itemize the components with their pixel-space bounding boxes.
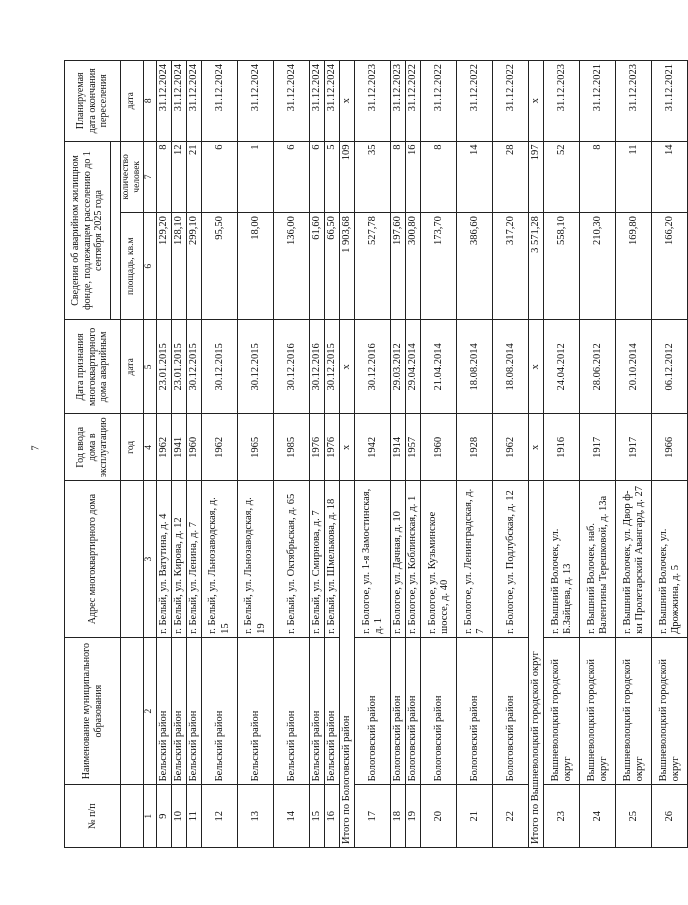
people-cell: 8 bbox=[580, 141, 616, 213]
table-row bbox=[274, 61, 310, 848]
header-fund-info: Сведения об аварийном жилищном фонде, подлежащем расселению до 1 сентября 2025 года bbox=[65, 141, 111, 320]
area-cell: 386,60 bbox=[457, 213, 493, 320]
subheader-people: количество человек bbox=[121, 141, 144, 213]
table-row bbox=[544, 61, 580, 848]
subheader-area: площадь, кв.м bbox=[121, 213, 144, 320]
row-number: 16 bbox=[325, 785, 340, 848]
planned-date-cell: 31.12.2023 bbox=[616, 61, 652, 142]
people-cell: 16 bbox=[406, 141, 421, 213]
date-cell: 30.12.2016 bbox=[355, 320, 391, 414]
area-cell: 300,80 bbox=[406, 213, 421, 320]
area-cell: 18,00 bbox=[238, 213, 274, 320]
people-cell: 35 bbox=[355, 141, 391, 213]
municipality-cell: Бологовский район bbox=[493, 637, 529, 785]
year-cell: 1976 bbox=[310, 414, 325, 481]
table-row bbox=[202, 61, 238, 848]
people-cell: 14 bbox=[457, 141, 493, 213]
address-cell: г. Бологое, ул. Коблинская, д. 1 bbox=[406, 481, 421, 638]
col-number: 5 bbox=[143, 320, 156, 414]
row-number: 22 bbox=[493, 785, 529, 848]
planned-date-cell: 31.12.2021 bbox=[580, 61, 616, 142]
date-cell: 23.01.2015 bbox=[171, 320, 186, 414]
address-cell: г. Бологое, ул. Ленинградская, д. 7 bbox=[457, 481, 493, 638]
planned-date-cell: 31.12.2023 bbox=[391, 61, 406, 142]
area-cell: 128,10 bbox=[171, 213, 186, 320]
address-cell: г. Белый, ул. Ватутина, д. 4 bbox=[156, 481, 171, 638]
col-number: 3 bbox=[143, 481, 156, 638]
rotated-table-container bbox=[64, 60, 681, 848]
emergency-housing-table bbox=[64, 60, 688, 848]
table-row bbox=[616, 61, 652, 848]
total-planned: х bbox=[340, 61, 355, 142]
date-cell: 30.12.2016 bbox=[274, 320, 310, 414]
year-cell: 1957 bbox=[406, 414, 421, 481]
row-number: 12 bbox=[202, 785, 238, 848]
municipality-cell: Вышневолоцкий городской округ bbox=[580, 637, 616, 785]
total-people: 197 bbox=[529, 141, 544, 213]
people-cell: 8 bbox=[391, 141, 406, 213]
year-cell: 1962 bbox=[493, 414, 529, 481]
planned-date-cell: 31.12.2024 bbox=[238, 61, 274, 142]
planned-date-cell: 31.12.2024 bbox=[186, 61, 201, 142]
date-cell: 30.12.2015 bbox=[202, 320, 238, 414]
col-number: 4 bbox=[143, 414, 156, 481]
address-cell: г. Белый, ул. Шмелькова, д. 18 bbox=[325, 481, 340, 638]
table-row bbox=[391, 61, 406, 848]
row-number: 17 bbox=[355, 785, 391, 848]
address-cell: г. Бологое, ул. Дачная, д. 10 bbox=[391, 481, 406, 638]
table-header bbox=[65, 61, 157, 848]
col-number: 2 bbox=[143, 637, 156, 785]
planned-date-cell: 31.12.2022 bbox=[406, 61, 421, 142]
row-number: 19 bbox=[406, 785, 421, 848]
header-municipality: Наименование муниципального образования bbox=[65, 637, 121, 785]
table-row bbox=[325, 61, 340, 848]
municipality-cell: Бологовский район bbox=[391, 637, 406, 785]
planned-date-cell: 31.12.2024 bbox=[202, 61, 238, 142]
unit-date-planned: дата bbox=[121, 61, 144, 142]
year-cell: 1928 bbox=[457, 414, 493, 481]
address-cell: г. Вышний Волочек, ул. Б.Зайцева, д. 13 bbox=[544, 481, 580, 638]
planned-date-cell: 31.12.2024 bbox=[310, 61, 325, 142]
year-cell: 1962 bbox=[156, 414, 171, 481]
date-cell: 30.12.2016 bbox=[310, 320, 325, 414]
table-row bbox=[310, 61, 325, 848]
people-cell: 14 bbox=[652, 141, 688, 213]
row-number: 11 bbox=[186, 785, 201, 848]
people-cell: 5 bbox=[325, 141, 340, 213]
people-cell: 8 bbox=[156, 141, 171, 213]
people-cell: 8 bbox=[421, 141, 457, 213]
row-number: 24 bbox=[580, 785, 616, 848]
total-area: 1 903,68 bbox=[340, 213, 355, 320]
people-cell: 11 bbox=[616, 141, 652, 213]
header-planned: Планируемая дата окончания переселения bbox=[65, 61, 121, 142]
row-number: 21 bbox=[457, 785, 493, 848]
area-cell: 61,60 bbox=[310, 213, 325, 320]
total-planned: х bbox=[529, 61, 544, 142]
row-number: 9 bbox=[156, 785, 171, 848]
municipality-cell: Бологовский район bbox=[406, 637, 421, 785]
year-cell: 1962 bbox=[202, 414, 238, 481]
people-cell: 12 bbox=[171, 141, 186, 213]
header-address: Адрес многоквартирного дома bbox=[65, 481, 121, 638]
header-date-recognized: Дата признания многоквартирного дома аварийным bbox=[65, 320, 121, 414]
planned-date-cell: 31.12.2022 bbox=[421, 61, 457, 142]
row-number: 14 bbox=[274, 785, 310, 848]
people-cell: 1 bbox=[238, 141, 274, 213]
year-cell: 1965 bbox=[238, 414, 274, 481]
total-label: Итого по Вышневолоцкий городской округ bbox=[529, 481, 544, 848]
date-cell: 30.12.2015 bbox=[238, 320, 274, 414]
table-row bbox=[421, 61, 457, 848]
address-cell: г. Белый, ул. Кирова, д. 12 bbox=[171, 481, 186, 638]
col-number: 6 bbox=[143, 213, 156, 320]
col-number: 1 bbox=[143, 785, 156, 848]
address-cell: г. Бологое, ул. Подлубская, д. 12 bbox=[493, 481, 529, 638]
col-number: 8 bbox=[143, 61, 156, 142]
header-num: № п/п bbox=[65, 785, 121, 848]
date-cell: 23.01.2015 bbox=[156, 320, 171, 414]
area-cell: 173,70 bbox=[421, 213, 457, 320]
people-cell: 6 bbox=[310, 141, 325, 213]
year-cell: 1960 bbox=[186, 414, 201, 481]
municipality-cell: Бельский район bbox=[156, 637, 171, 785]
planned-date-cell: 31.12.2024 bbox=[171, 61, 186, 142]
address-cell: г. Белый, ул. Ленина, д. 7 bbox=[186, 481, 201, 638]
total-year: х bbox=[529, 414, 544, 481]
date-cell: 30.12.2015 bbox=[325, 320, 340, 414]
municipality-cell: Вышневолоцкий городской округ bbox=[544, 637, 580, 785]
column-numbers-row bbox=[143, 61, 156, 848]
address-cell: г. Вышний Волочек, ул. Двор ф-ки Пролетарский Авангард, д. 27 bbox=[616, 481, 652, 638]
table-row bbox=[457, 61, 493, 848]
table-row bbox=[171, 61, 186, 848]
date-cell: 18.08.2014 bbox=[493, 320, 529, 414]
area-cell: 136,00 bbox=[274, 213, 310, 320]
municipality-cell: Бельский район bbox=[325, 637, 340, 785]
municipality-cell: Бологовский район bbox=[457, 637, 493, 785]
total-label: Итого по Бологовский район bbox=[340, 481, 355, 848]
table-row bbox=[355, 61, 391, 848]
address-cell: г. Бологое, ул. Кузьминское шоссе, д. 40 bbox=[421, 481, 457, 638]
area-cell: 95,50 bbox=[202, 213, 238, 320]
date-cell: 18.08.2014 bbox=[457, 320, 493, 414]
people-cell: 6 bbox=[274, 141, 310, 213]
year-cell: 1942 bbox=[355, 414, 391, 481]
year-cell: 1976 bbox=[325, 414, 340, 481]
address-cell: г. Бологое, ул. 1-я Замостинская, д. 1 bbox=[355, 481, 391, 638]
area-cell: 169,80 bbox=[616, 213, 652, 320]
address-cell: г. Белый, ул. Смирнова, д. 7 bbox=[310, 481, 325, 638]
planned-date-cell: 31.12.2022 bbox=[493, 61, 529, 142]
row-number: 10 bbox=[171, 785, 186, 848]
municipality-cell: Бельский район bbox=[202, 637, 238, 785]
year-cell: 1966 bbox=[652, 414, 688, 481]
address-cell: г. Вышний Волочек, наб. Валентины Терешковой, д. 13а bbox=[580, 481, 616, 638]
page-number: 7 bbox=[30, 445, 42, 451]
row-number: 26 bbox=[652, 785, 688, 848]
row-number: 13 bbox=[238, 785, 274, 848]
table-row bbox=[238, 61, 274, 848]
table-row bbox=[406, 61, 421, 848]
row-number: 15 bbox=[310, 785, 325, 848]
header-year: Год ввода дома в эксплуатацию bbox=[65, 414, 121, 481]
municipality-cell: Бельский район bbox=[310, 637, 325, 785]
total-date: х bbox=[340, 320, 355, 414]
municipality-cell: Бельский район bbox=[186, 637, 201, 785]
year-cell: 1916 bbox=[544, 414, 580, 481]
total-area: 3 571,28 bbox=[529, 213, 544, 320]
area-cell: 527,78 bbox=[355, 213, 391, 320]
total-year: х bbox=[340, 414, 355, 481]
area-cell: 197,60 bbox=[391, 213, 406, 320]
people-cell: 21 bbox=[186, 141, 201, 213]
date-cell: 30.12.2015 bbox=[186, 320, 201, 414]
total-people: 109 bbox=[340, 141, 355, 213]
planned-date-cell: 31.12.2022 bbox=[457, 61, 493, 142]
unit-date: дата bbox=[121, 320, 144, 414]
planned-date-cell: 31.12.2023 bbox=[544, 61, 580, 142]
planned-date-cell: 31.12.2024 bbox=[325, 61, 340, 142]
municipality-cell: Бологовский район bbox=[355, 637, 391, 785]
area-cell: 66,50 bbox=[325, 213, 340, 320]
table-row bbox=[156, 61, 171, 848]
year-cell: 1960 bbox=[421, 414, 457, 481]
planned-date-cell: 31.12.2021 bbox=[652, 61, 688, 142]
total-date: х bbox=[529, 320, 544, 414]
municipality-cell: Бельский район bbox=[171, 637, 186, 785]
row-number: 18 bbox=[391, 785, 406, 848]
date-cell: 29.03.2012 bbox=[391, 320, 406, 414]
area-cell: 129,20 bbox=[156, 213, 171, 320]
people-cell: 6 bbox=[202, 141, 238, 213]
planned-date-cell: 31.12.2024 bbox=[274, 61, 310, 142]
address-cell: г. Белый, ул. Льнозаводская, д. 15 bbox=[202, 481, 238, 638]
year-cell: 1914 bbox=[391, 414, 406, 481]
year-cell: 1985 bbox=[274, 414, 310, 481]
people-cell: 52 bbox=[544, 141, 580, 213]
year-cell: 1917 bbox=[580, 414, 616, 481]
table-row bbox=[186, 61, 201, 848]
municipality-cell: Бельский район bbox=[238, 637, 274, 785]
area-cell: 317,20 bbox=[493, 213, 529, 320]
address-cell: г. Вышний Волочек, ул. Дрожжина, д. 5 bbox=[652, 481, 688, 638]
year-cell: 1917 bbox=[616, 414, 652, 481]
address-cell: г. Белый, ул. Октябрьская, д. 65 bbox=[274, 481, 310, 638]
table-row bbox=[493, 61, 529, 848]
municipality-cell: Бологовский район bbox=[421, 637, 457, 785]
units-row bbox=[121, 61, 144, 848]
area-cell: 558,10 bbox=[544, 213, 580, 320]
row-number: 23 bbox=[544, 785, 580, 848]
address-cell: г. Белый, ул. Льнозаводская, д. 19 bbox=[238, 481, 274, 638]
area-cell: 166,20 bbox=[652, 213, 688, 320]
date-cell: 29.04.2014 bbox=[406, 320, 421, 414]
table-row bbox=[652, 61, 688, 848]
planned-date-cell: 31.12.2024 bbox=[156, 61, 171, 142]
area-cell: 210,30 bbox=[580, 213, 616, 320]
municipality-cell: Вышневолоцкий городской округ bbox=[616, 637, 652, 785]
table-row bbox=[580, 61, 616, 848]
row-number: 25 bbox=[616, 785, 652, 848]
date-cell: 21.04.2014 bbox=[421, 320, 457, 414]
date-cell: 28.06.2012 bbox=[580, 320, 616, 414]
date-cell: 24.04.2012 bbox=[544, 320, 580, 414]
year-cell: 1941 bbox=[171, 414, 186, 481]
people-cell: 28 bbox=[493, 141, 529, 213]
table-body bbox=[156, 61, 688, 848]
total-row bbox=[340, 61, 355, 848]
municipality-cell: Вышневолоцкий городской округ bbox=[652, 637, 688, 785]
date-cell: 06.12.2012 bbox=[652, 320, 688, 414]
date-cell: 20.10.2014 bbox=[616, 320, 652, 414]
total-row bbox=[529, 61, 544, 848]
unit-year: год bbox=[121, 414, 144, 481]
planned-date-cell: 31.12.2023 bbox=[355, 61, 391, 142]
area-cell: 299,10 bbox=[186, 213, 201, 320]
col-number: 7 bbox=[143, 141, 156, 213]
municipality-cell: Бельский район bbox=[274, 637, 310, 785]
row-number: 20 bbox=[421, 785, 457, 848]
